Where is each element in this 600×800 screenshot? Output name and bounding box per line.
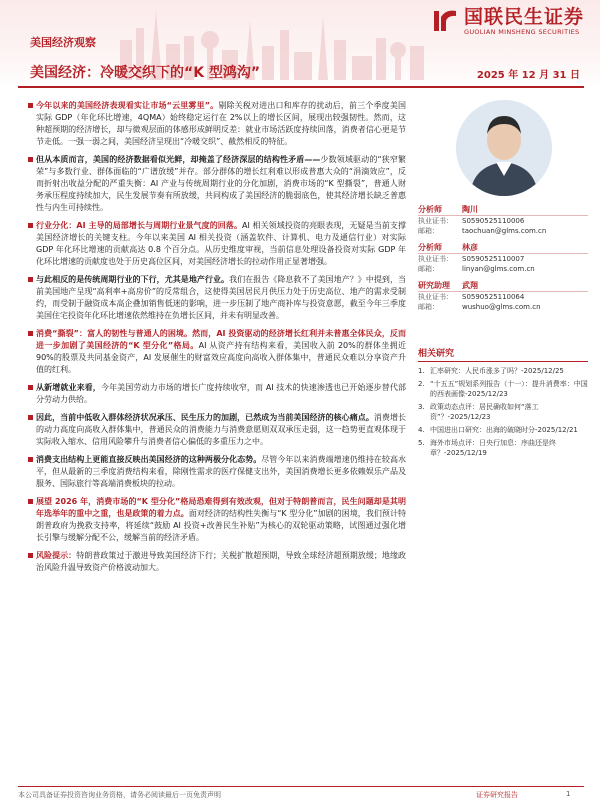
analyst-role: 分析师 <box>418 243 442 252</box>
cert-label: 执业证书： <box>418 255 453 263</box>
paragraph-body: 尽管今年以来消费端增速仍维持在较高水平，但从最新的三季度消费结构来看，除刚性需求的医疗保健支出外，美国消费增长更多依赖娱乐产品及服务、国际旅行等高端消费板块的拉动。 <box>36 455 407 488</box>
summary-paragraph <box>28 100 406 148</box>
logo-mark-icon <box>432 7 460 35</box>
logo-chinese-text: 国联民生证券 <box>463 6 584 28</box>
item-title: 海外市场点评：日央行加息：序曲还是终章？-2025/12/19 <box>430 439 556 457</box>
paragraph-lead: 因此，当前中低收入群体经济状况承压、民生压力的加剧，已然成为当前美国经济的核心痛点。 <box>36 413 374 422</box>
paragraph-body: 消费增长的动力高度向高收入群体集中，普通民众的消费能力与消费意愿则双双承压走弱，这一趋势更直观体现于实际收入缩水、信用风险攀升与消费者信心偏低的多重压力之中。 <box>36 413 407 446</box>
company-logo <box>432 6 584 36</box>
report-title: 美国经济：冷暖交织下的“K 型鸿沟” <box>30 65 261 81</box>
paragraph-body: 今年美国劳动力市场的增长广度持续收窄，而 AI 技术的快速渗透也已开始逐步替代部分劳动力供给。 <box>36 383 406 404</box>
cert-number: S0590525110007 <box>462 255 525 263</box>
report-body <box>28 100 406 580</box>
cert-label: 执业证书： <box>418 293 453 301</box>
footer-brand: 证券研究报告 <box>476 791 518 799</box>
logo-english-text: GUOLIAN MINSHENG SECURITIES <box>463 28 580 36</box>
email-link[interactable]: wushuo@glms.com.cn <box>462 303 541 311</box>
email-label: 邮箱： <box>418 303 439 311</box>
bullet-icon <box>28 499 33 504</box>
summary-paragraph <box>28 454 406 490</box>
bullet-icon <box>28 415 33 420</box>
paragraph-lead: 展望 2026 年，消费市场的“K 型分化”格局恐难得到有效改观，但对于特朗普而言，民生问题却是其明年选举年的重中之重，也是政策的着力点。 <box>36 497 406 518</box>
email-link[interactable]: linyan@glms.com.cn <box>462 265 535 273</box>
title-divider <box>18 86 584 88</box>
page-number: 1 <box>566 790 571 798</box>
analyst-card <box>418 278 588 312</box>
summary-paragraph <box>28 154 406 214</box>
person-icon <box>456 100 552 196</box>
paragraph-body: AI 相关领域投资的亮眼表现，无疑是当前支撑美国经济增长的关键支柱。今年以来美国 AI 相关投资（涵盖软件、计算机、电力及通信行业）对实际 GDP 年化环比增速的贡献高达 0.8 个百分点。从历史维度审视，当前信息处理设备投资对实际 GDP 年化环比增速的贡献度也处于历史高位区间，对美国经济增长的拉动作用正显著增强。 <box>36 221 407 266</box>
cert-number: S0590525110006 <box>462 217 525 225</box>
paragraph-lead: 风险提示： <box>36 551 77 560</box>
sidebar <box>418 100 588 461</box>
bullet-icon <box>28 385 33 390</box>
email-label: 邮箱： <box>418 227 439 235</box>
item-title: 中国进出口研究：出海的破晓时分-2025/12/21 <box>430 426 578 434</box>
footer-disclaimer: 本公司具备证券投资咨询业务资格，请务必阅读最后一页免责声明 <box>18 791 221 799</box>
analyst-card <box>418 202 588 236</box>
summary-paragraph <box>28 328 406 376</box>
paragraph-body: 少数领域驱动的“狭窄繁荣”与多数行业、群体面临的“广谱放缓”并存。部分群体的增长红利难以形成普惠大众的“涓滴效应”，反而折射出收益分配的严重失衡：AI 产业与传统周期行业的分化加剧，消费市场的“K 型撕裂”，普通人财务承压程度持续加大，民生发展节奏有所放缓，共同构成了美国经济的脆弱底色，使其经济增长缺乏普惠性与内生可持续性。 <box>36 155 406 212</box>
analyst-card <box>418 240 588 274</box>
item-title: “十五五”规划系列报告（十一）：提升消费率：中国的西表画像-2025/12/23 <box>430 380 588 398</box>
related-research-item[interactable] <box>418 402 588 422</box>
report-series-label: 美国经济观察 <box>30 36 96 49</box>
analyst-list <box>418 202 588 312</box>
summary-paragraph <box>28 382 406 406</box>
report-date: 2025 年 12 月 31 日 <box>476 70 580 81</box>
paragraph-lead: 消费支出结构上更能直接反映出美国经济的这种两极分化态势。 <box>36 455 262 464</box>
bullet-icon <box>28 457 33 462</box>
bullet-icon <box>28 103 33 108</box>
bullet-icon <box>28 553 33 558</box>
bullet-icon <box>28 223 33 228</box>
summary-paragraph <box>28 412 406 448</box>
email-label: 邮箱： <box>418 265 439 273</box>
paragraph-body: 我们在报告《降息救不了美国地产？》中提到，当前美国地产呈现“高利率+高房价”的反常组合，这使得美国居民月供压力处于历史高位、地产的需求受制约，而受制于融资成本高企叠加销售低迷的影响，进一步压制了地产商补库与投资意愿，截至今年三季度美国住宅投资年化环比增速依然维持在负增长区间，并未有明显改善。 <box>36 275 407 320</box>
paragraph-lead: 今年以来的美国经济表现看实让市场“云里雾里”。 <box>36 101 219 110</box>
item-title: 汇率研究：人民币涨多了吗？-2025/12/25 <box>430 367 564 375</box>
bullet-icon <box>28 157 33 162</box>
analyst-name: 武翔 <box>462 281 478 290</box>
paragraph-body: 面对经济的结构性失衡与“K 型分化”加剧的困境，我们预计特朗普政府为挽救支持率，将延续“鼓励 AI 投资+改善民生补贴”为核心的双轮驱动策略，试图通过强化增长引擎与缓解分配不公，缓解当前的经济矛盾。 <box>36 509 406 542</box>
paragraph-lead: 与此相反的是传统周期行业的下行，尤其是地产行业。 <box>36 275 230 284</box>
paragraph-lead: 从新增就业来看， <box>36 383 101 392</box>
related-research-item[interactable] <box>418 379 588 399</box>
paragraph-body: 特朗普政策过于激进导致美国经济下行；关税扩散超预期，导致全球经济超预期放缓；地缘政治风险升温导致资产价格波动加大。 <box>36 551 407 572</box>
analyst-photo <box>456 100 552 196</box>
item-number: 3. <box>418 403 425 411</box>
footer-divider <box>18 786 584 787</box>
email-link[interactable]: taochuan@glms.com.cn <box>462 227 547 235</box>
bullet-icon <box>28 331 33 336</box>
summary-paragraph <box>28 220 406 268</box>
related-research-item[interactable] <box>418 366 588 376</box>
cert-number: S0590525110064 <box>462 293 525 301</box>
paragraph-body: AI 从资产持有结构来看，美国收入前 20%的群体坐拥近 90%的股票及共同基金资产，AI 发展催生的财富效应高度向高收入群体集中，普通民众难以分享资产升值的红利。 <box>36 341 407 374</box>
related-research-list <box>418 366 588 458</box>
related-research-item[interactable] <box>418 438 588 458</box>
item-number: 1. <box>418 367 425 375</box>
item-number: 4. <box>418 426 425 434</box>
paragraph-lead: 消费“撕裂”：富人的韧性与普通人的困境。然而，AI 投资驱动的经济增长红利并未普惠全体民众，反而进一步加剧了美国经济的“K 型分化”格局。 <box>36 329 406 350</box>
summary-paragraph <box>28 274 406 322</box>
paragraph-lead: 但从本质而言，美国的经济数据看似光鲜，却掩盖了经济深层的结构性矛盾—— <box>36 155 321 164</box>
related-research-item[interactable] <box>418 425 588 435</box>
related-research-heading: 相关研究 <box>418 346 588 362</box>
analyst-name: 林彦 <box>462 243 478 252</box>
paragraph-lead: 行业分化：AI 主导的局部增长与周期行业景气度的回落。 <box>36 221 243 230</box>
analyst-role: 研究助理 <box>418 281 450 290</box>
paragraph-body: 剔除关税对进出口和库存的扰动后，前三个季度美国实际 GDP（年化环比增速，4QMA）始终稳定运行在 2%以上的增长区间，展现出较强韧性。然而，这种超预期的经济增长，却与微观层面的体感形成鲜明反差：就业市场活跃度持续回落，消费者信心更是节节走低。一强一弱之间，美国经济呈现出“冷暖交织”、截然相反的特征。 <box>36 101 407 146</box>
item-number: 2. <box>418 380 425 388</box>
analyst-name: 陶川 <box>462 205 478 214</box>
bullet-icon <box>28 277 33 282</box>
summary-paragraph <box>28 496 406 544</box>
analyst-role: 分析师 <box>418 205 442 214</box>
cert-label: 执业证书： <box>418 217 453 225</box>
risk-paragraph <box>28 550 406 574</box>
item-number: 5. <box>418 439 425 447</box>
item-title: 政策动态点评：居民确收如何“落工资”？-2025/12/23 <box>430 403 539 421</box>
